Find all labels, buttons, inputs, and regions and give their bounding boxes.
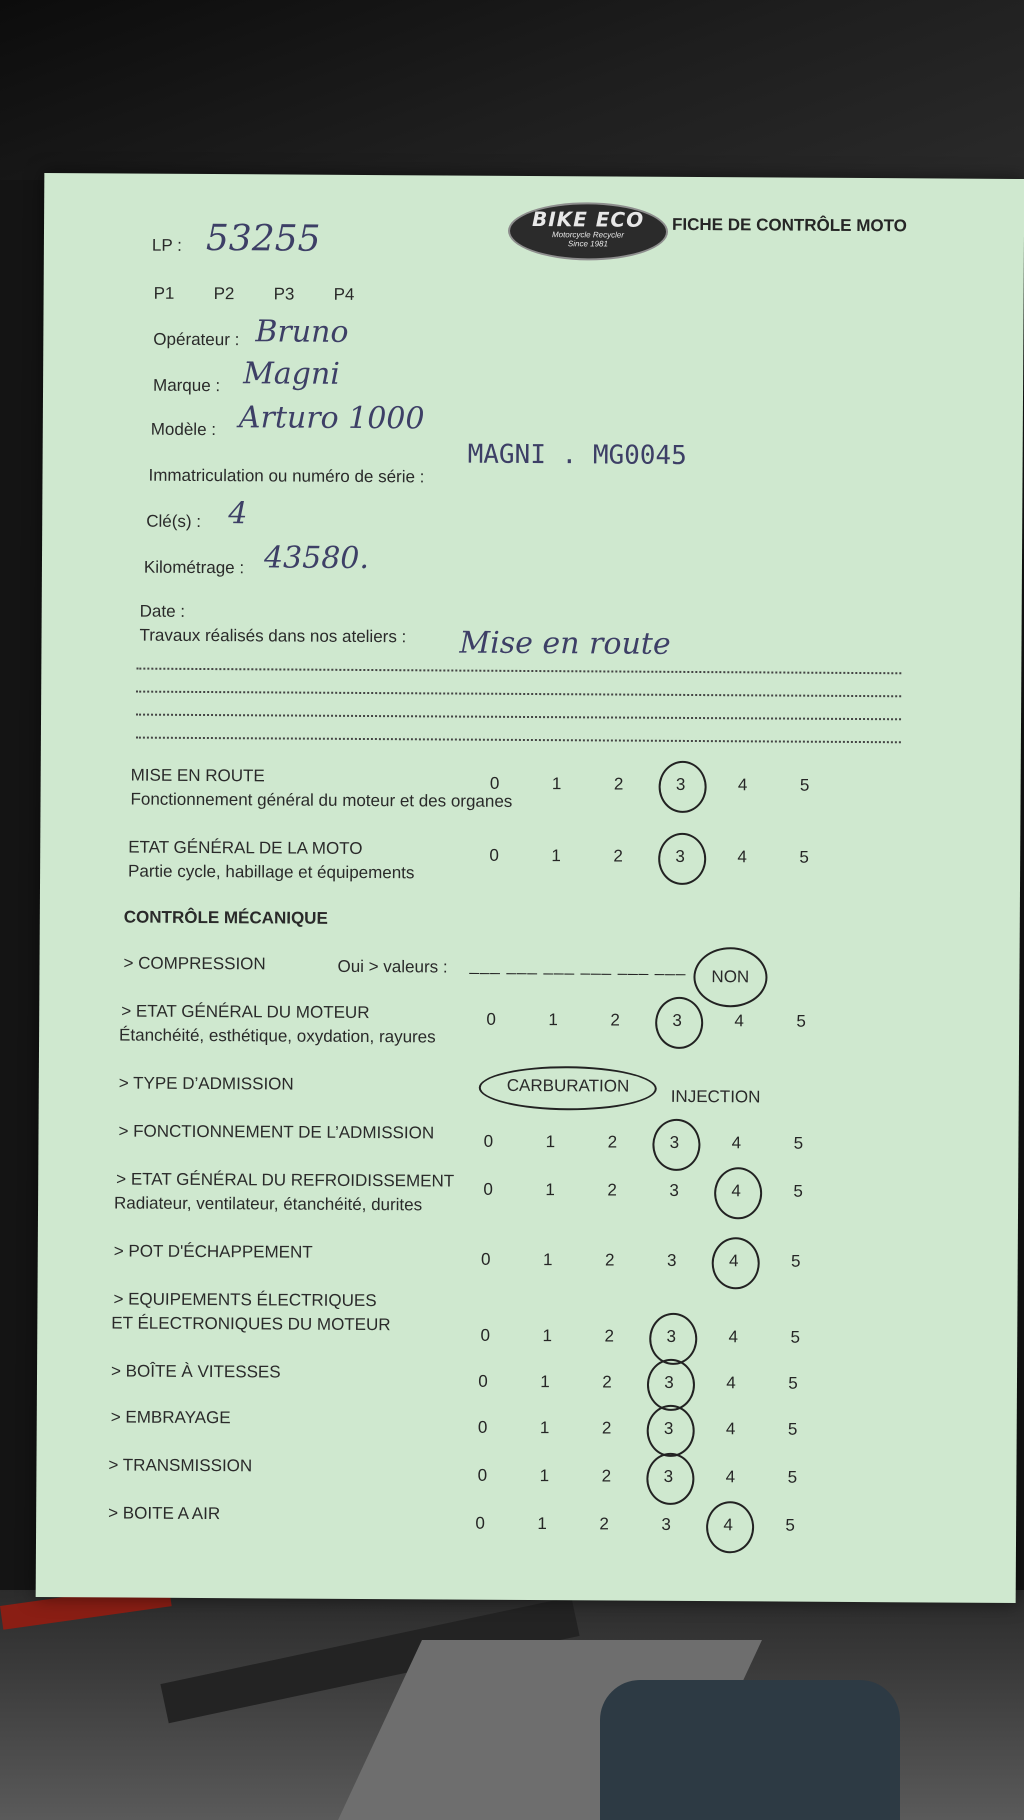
- rating-1: 1: [542, 1250, 553, 1270]
- rating-5: 5: [799, 775, 810, 795]
- rating-selected-circle: [714, 1167, 762, 1219]
- rating-selected-circle: [706, 1501, 754, 1553]
- row-subtitle: ET ÉLECTRONIQUES DU MOTEUR: [111, 1313, 391, 1335]
- row-title: > ETAT GÉNÉRAL DU REFROIDISSEMENT: [116, 1169, 455, 1191]
- dotted-line: [136, 737, 901, 744]
- marque-label: Marque :: [153, 375, 221, 396]
- background-shoe: [600, 1680, 900, 1820]
- modele-value: Arturo 1000: [238, 400, 425, 437]
- rating-2: 2: [610, 1010, 620, 1030]
- rating-3: 3: [663, 1466, 674, 1486]
- rating-3: 3: [666, 1250, 677, 1270]
- lp-label: LP :: [151, 235, 182, 255]
- lp-value: 53255: [205, 218, 321, 260]
- admission-selected-oval: [479, 1066, 657, 1111]
- rating-1: 1: [542, 1326, 553, 1346]
- rating-3: 3: [666, 1326, 677, 1346]
- rating-selected-circle: [655, 997, 703, 1049]
- travaux-label: Travaux réalisés dans nos ateliers :: [139, 625, 407, 647]
- rating-selected-circle: [658, 833, 706, 885]
- compression-label: > COMPRESSION: [123, 953, 266, 974]
- rating-5: 5: [790, 1251, 801, 1271]
- immatriculation-value: MAGNI . MG0045: [467, 439, 687, 471]
- rating-selected-circle: [647, 1359, 695, 1411]
- logo-name: BIKE ECO: [531, 207, 645, 232]
- rating-2: 2: [599, 1514, 609, 1534]
- operateur-value: Bruno: [255, 314, 349, 350]
- rating-selected-circle: [712, 1237, 760, 1289]
- rating-selected-circle: [647, 1405, 695, 1457]
- background-top: [0, 0, 1024, 180]
- rating-0: 0: [489, 773, 500, 793]
- cles-value: 4: [228, 496, 248, 532]
- form-title: FICHE DE CONTRÔLE MOTO: [671, 214, 907, 236]
- rating-5: 5: [787, 1467, 798, 1487]
- rating-3: 3: [664, 1372, 674, 1392]
- rating-4: 4: [726, 1373, 736, 1393]
- row-title: > EQUIPEMENTS ÉLECTRIQUES: [113, 1289, 377, 1311]
- rating-0: 0: [475, 1513, 485, 1533]
- travaux-value: Mise en route: [459, 625, 671, 662]
- rating-4: 4: [734, 1011, 744, 1031]
- rating-1: 1: [545, 1132, 556, 1152]
- rating-0: 0: [480, 1325, 491, 1345]
- rating-0: 0: [477, 1417, 488, 1437]
- rating-5: 5: [793, 1133, 804, 1153]
- rating-3: 3: [669, 1132, 680, 1152]
- logo-since: Since 1981: [567, 239, 608, 249]
- compression-non-circle: [693, 947, 767, 1007]
- rating-1: 1: [540, 1372, 550, 1392]
- rating-0: 0: [483, 1131, 494, 1151]
- row-subtitle: Radiateur, ventilateur, étanchéité, durites: [114, 1193, 423, 1215]
- row-title: > POT D'ÉCHAPPEMENT: [113, 1241, 313, 1262]
- rating-4: 4: [731, 1133, 742, 1153]
- row-title: ETAT GÉNÉRAL DE LA MOTO: [128, 837, 363, 858]
- rating-2: 2: [613, 774, 624, 794]
- rating-2: 2: [604, 1326, 615, 1346]
- rating-4: 4: [723, 1515, 733, 1535]
- compression-values-blanks: ___ ___ ___ ___ ___ ___: [469, 955, 687, 976]
- rating-3: 3: [675, 846, 685, 866]
- kilometrage-value: 43580.: [263, 540, 370, 577]
- rating-4: 4: [728, 1251, 739, 1271]
- rating-1: 1: [551, 774, 562, 794]
- rating-0: 0: [483, 1179, 493, 1199]
- rating-5: 5: [796, 1011, 806, 1031]
- row-title: > ETAT GÉNÉRAL DU MOTEUR: [121, 1001, 370, 1023]
- row-title: > TRANSMISSION: [108, 1455, 253, 1476]
- rating-2: 2: [601, 1466, 612, 1486]
- rating-1: 1: [537, 1514, 547, 1534]
- admission-carburation: CARBURATION: [506, 1075, 630, 1096]
- marque-value: Magni: [243, 356, 340, 392]
- rating-2: 2: [613, 846, 623, 866]
- logo-tagline: Motorcycle Recycler: [551, 230, 625, 240]
- type-admission-label: > TYPE D’ADMISSION: [118, 1073, 294, 1094]
- position-p4: P4: [333, 284, 355, 304]
- rating-5: 5: [788, 1373, 798, 1393]
- position-p2: P2: [213, 284, 235, 304]
- rating-5: 5: [787, 1419, 798, 1439]
- rating-1: 1: [539, 1418, 550, 1438]
- rating-selected-circle: [649, 1313, 697, 1365]
- position-p3: P3: [273, 284, 295, 304]
- rating-3: 3: [675, 774, 686, 794]
- rating-5: 5: [790, 1327, 801, 1347]
- rating-3: 3: [669, 1180, 679, 1200]
- rating-1: 1: [548, 1010, 558, 1030]
- rating-2: 2: [601, 1418, 612, 1438]
- rating-0: 0: [477, 1465, 488, 1485]
- compression-non: NON: [711, 967, 750, 987]
- rating-selected-circle: [658, 761, 706, 813]
- rating-0: 0: [478, 1371, 488, 1391]
- rating-5: 5: [793, 1181, 803, 1201]
- control-sheet: [36, 173, 1024, 1603]
- row-subtitle: Partie cycle, habillage et équipements: [128, 861, 415, 883]
- rating-3: 3: [663, 1418, 674, 1438]
- rating-4: 4: [731, 1181, 741, 1201]
- rating-4: 4: [725, 1467, 736, 1487]
- rating-0: 0: [480, 1249, 491, 1269]
- rating-4: 4: [737, 847, 747, 867]
- bike-eco-logo: [508, 202, 668, 261]
- immatriculation-label: Immatriculation ou numéro de série :: [148, 465, 425, 487]
- operateur-label: Opérateur :: [153, 329, 240, 350]
- rating-5: 5: [799, 847, 809, 867]
- rating-2: 2: [604, 1250, 615, 1270]
- rating-2: 2: [602, 1372, 612, 1392]
- dotted-line: [136, 714, 901, 721]
- row-title: > BOÎTE À VITESSES: [110, 1361, 281, 1382]
- admission-injection: INJECTION: [670, 1086, 761, 1107]
- rating-3: 3: [661, 1514, 671, 1534]
- kilometrage-label: Kilométrage :: [143, 557, 245, 578]
- rating-selected-circle: [646, 1453, 694, 1505]
- row-title: > EMBRAYAGE: [110, 1407, 231, 1428]
- row-title: MISE EN ROUTE: [130, 765, 265, 786]
- dotted-line: [136, 691, 901, 698]
- rating-3: 3: [672, 1010, 682, 1030]
- row-subtitle: Fonctionnement général du moteur et des organes: [130, 789, 513, 811]
- rating-2: 2: [607, 1180, 617, 1200]
- rating-0: 0: [489, 845, 499, 865]
- rating-4: 4: [725, 1419, 736, 1439]
- cles-label: Clé(s) :: [146, 511, 202, 531]
- rating-0: 0: [486, 1009, 496, 1029]
- row-subtitle: Étanchéité, esthétique, oxydation, rayures: [119, 1025, 436, 1047]
- rating-1: 1: [545, 1180, 555, 1200]
- rating-1: 1: [539, 1466, 550, 1486]
- dotted-line: [136, 668, 901, 675]
- date-label: Date :: [139, 601, 186, 621]
- rating-4: 4: [737, 775, 748, 795]
- rating-5: 5: [785, 1515, 795, 1535]
- row-title: > FONCTIONNEMENT DE L’ADMISSION: [118, 1121, 435, 1143]
- rating-selected-circle: [652, 1119, 700, 1171]
- modele-label: Modèle :: [150, 419, 217, 440]
- rating-1: 1: [551, 846, 561, 866]
- row-title: > BOITE A AIR: [108, 1503, 221, 1524]
- rating-2: 2: [607, 1132, 618, 1152]
- rating-4: 4: [728, 1327, 739, 1347]
- section-controle-mecanique: CONTRÔLE MÉCANIQUE: [123, 907, 328, 928]
- compression-oui-label: Oui > valeurs :: [337, 956, 448, 977]
- position-p1: P1: [153, 283, 175, 303]
